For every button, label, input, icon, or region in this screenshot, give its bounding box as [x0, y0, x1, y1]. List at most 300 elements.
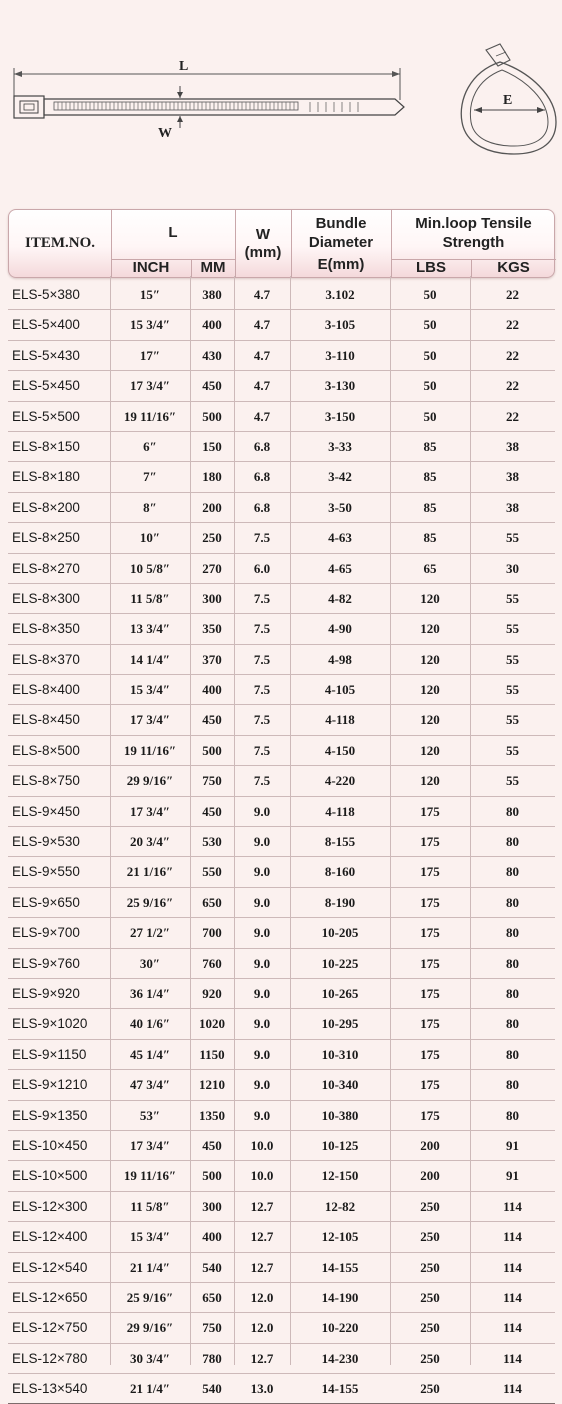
- item-no-cell: ELS-8×350: [12, 621, 80, 637]
- bundle-diameter-cell: 14-190: [321, 1289, 359, 1305]
- mm-cell: 200: [202, 499, 222, 515]
- kgs-cell: 22: [506, 378, 519, 394]
- inch-cell: 11 5/8″: [130, 590, 170, 606]
- width-cell: 9.0: [253, 864, 271, 880]
- mm-cell: 1350: [199, 1107, 225, 1123]
- table-row: [8, 1009, 555, 1039]
- kgs-cell: 55: [506, 712, 519, 728]
- lbs-cell: 50: [423, 317, 437, 333]
- inch-cell: 20 3/4″: [129, 834, 171, 850]
- kgs-cell: 114: [503, 1289, 522, 1305]
- kgs-cell: 38: [506, 438, 519, 454]
- bundle-diameter-cell: 10-380: [321, 1107, 359, 1123]
- item-no-cell: ELS-8×300: [12, 590, 80, 606]
- header-tensile: Min.loop Tensile: [415, 215, 532, 232]
- kgs-cell: 30: [506, 560, 519, 576]
- mm-cell: 500: [202, 742, 222, 758]
- item-no-cell: ELS-9×1210: [12, 1077, 88, 1093]
- inch-cell: 21 1/4″: [129, 1381, 171, 1397]
- inch-cell: 45 1/4″: [129, 1046, 171, 1062]
- inch-cell: 40 1/6″: [129, 1016, 171, 1032]
- bundle-diameter-cell: 12-82: [324, 1198, 356, 1214]
- mm-cell: 150: [202, 438, 222, 454]
- item-no-cell: ELS-8×250: [12, 530, 80, 546]
- width-label: W: [158, 126, 172, 141]
- table-row: [8, 280, 555, 310]
- bundle-diameter-cell: 3-150: [324, 408, 356, 424]
- inch-cell: 13 3/4″: [129, 621, 171, 637]
- table-row: [8, 402, 555, 432]
- inch-cell: 14 1/4″: [129, 651, 171, 667]
- item-no-cell: ELS-8×750: [12, 773, 80, 789]
- mm-cell: 920: [202, 985, 222, 1001]
- lbs-cell: 175: [420, 1016, 440, 1032]
- width-cell: 12.7: [250, 1198, 274, 1214]
- lbs-cell: 175: [420, 1046, 440, 1062]
- table-row: [8, 554, 555, 584]
- lbs-cell: 85: [423, 469, 437, 485]
- width-cell: 4.7: [253, 347, 271, 363]
- bundle-diameter-cell: 4-63: [328, 530, 352, 546]
- item-no-cell: ELS-8×200: [12, 499, 80, 515]
- kgs-cell: 55: [506, 773, 519, 789]
- lbs-cell: 175: [420, 894, 440, 910]
- item-no-cell: ELS-8×400: [12, 682, 80, 698]
- item-no-cell: ELS-8×150: [12, 438, 80, 454]
- width-cell: 9.0: [253, 894, 271, 910]
- kgs-cell: 114: [503, 1229, 522, 1245]
- width-cell: 7.5: [253, 590, 271, 606]
- bundle-diameter-cell: 4-98: [328, 651, 352, 667]
- width-cell: 7.5: [253, 742, 271, 758]
- header-width: W: [255, 226, 271, 243]
- length-label: L: [179, 59, 189, 74]
- width-cell: 7.5: [253, 530, 271, 546]
- width-cell: 12.0: [250, 1320, 274, 1336]
- column-divider: [234, 276, 235, 1365]
- bundle-diameter-cell: 3-50: [328, 499, 352, 515]
- kgs-cell: 80: [506, 925, 519, 941]
- bundle-diameter-cell: 3-130: [324, 378, 356, 394]
- mm-cell: 400: [202, 682, 222, 698]
- kgs-cell: 91: [506, 1168, 519, 1184]
- item-no-cell: ELS-10×450: [12, 1137, 88, 1153]
- item-no-cell: ELS-9×650: [12, 894, 80, 910]
- bundle-diameter-cell: 8-160: [324, 864, 356, 880]
- width-cell: 9.0: [253, 1016, 271, 1032]
- bundle-diameter-cell: 10-220: [321, 1320, 359, 1336]
- lbs-cell: 175: [420, 955, 440, 971]
- mm-cell: 350: [202, 621, 222, 637]
- inch-cell: 29 9/16″: [126, 773, 174, 789]
- lbs-cell: 175: [420, 925, 440, 941]
- kgs-cell: 55: [506, 590, 519, 606]
- mm-cell: 650: [202, 894, 222, 910]
- lbs-cell: 250: [420, 1350, 440, 1366]
- table-row: [8, 1344, 555, 1374]
- lbs-cell: 120: [420, 742, 440, 758]
- lbs-cell: 175: [420, 985, 440, 1001]
- width-cell: 9.0: [253, 834, 271, 850]
- mm-cell: 530: [202, 834, 222, 850]
- bundle-diameter-cell: 10-340: [321, 1077, 359, 1093]
- lbs-cell: 85: [423, 438, 437, 454]
- item-no-cell: ELS-8×370: [12, 651, 80, 667]
- table-row: [8, 797, 555, 827]
- bundle-diameter-cell: 3-105: [324, 317, 356, 333]
- mm-cell: 700: [202, 925, 222, 941]
- bundle-diameter-cell: 3-42: [328, 469, 352, 485]
- mm-cell: 400: [202, 317, 222, 333]
- width-cell: 12.7: [250, 1350, 274, 1366]
- width-cell: 9.0: [253, 955, 271, 971]
- lbs-cell: 120: [420, 773, 440, 789]
- inch-cell: 30 3/4″: [129, 1350, 171, 1366]
- inch-cell: 47 3/4″: [129, 1077, 171, 1093]
- width-cell: 9.0: [253, 925, 271, 941]
- inch-cell: 11 5/8″: [130, 1198, 170, 1214]
- column-divider: [190, 276, 191, 1365]
- table-row: [8, 341, 555, 371]
- mm-cell: 400: [202, 1229, 222, 1245]
- lbs-cell: 50: [423, 347, 437, 363]
- inch-cell: 19 11/16″: [123, 1168, 177, 1184]
- cable-tie-diagram: [0, 0, 562, 200]
- item-no-cell: ELS-12×540: [12, 1259, 88, 1275]
- kgs-cell: 55: [506, 682, 519, 698]
- inch-cell: 7″: [143, 469, 157, 485]
- lbs-cell: 85: [423, 499, 437, 515]
- bundle-diameter-cell: 10-265: [321, 985, 359, 1001]
- table-row: [8, 918, 555, 948]
- item-no-cell: ELS-12×780: [12, 1350, 88, 1366]
- bundle-diameter-cell: 14-230: [321, 1350, 359, 1366]
- lbs-cell: 200: [420, 1168, 440, 1184]
- table-body: [8, 280, 555, 1404]
- inch-cell: 15 3/4″: [129, 1229, 171, 1245]
- width-cell: 7.5: [253, 621, 271, 637]
- table-row: [8, 432, 555, 462]
- mm-cell: 450: [202, 378, 222, 394]
- bundle-diameter-cell: 12-150: [321, 1168, 359, 1184]
- table-row: [8, 979, 555, 1009]
- table-row: [8, 1283, 555, 1313]
- kgs-cell: 91: [506, 1137, 519, 1153]
- item-no-cell: ELS-9×700: [12, 925, 80, 941]
- bundle-diameter-cell: 4-90: [328, 621, 352, 637]
- bundle-diameter-cell: 4-220: [324, 773, 356, 789]
- item-no-cell: ELS-9×1350: [12, 1107, 88, 1123]
- mm-cell: 270: [202, 560, 222, 576]
- item-no-cell: ELS-5×430: [12, 347, 80, 363]
- kgs-cell: 114: [503, 1198, 522, 1214]
- inch-cell: 15″: [139, 287, 161, 302]
- kgs-cell: 80: [506, 864, 519, 880]
- lbs-cell: 175: [420, 834, 440, 850]
- item-no-cell: ELS-9×1150: [12, 1046, 87, 1062]
- bundle-diameter-cell: 10-295: [321, 1016, 359, 1032]
- item-no-cell: ELS-5×500: [12, 408, 80, 424]
- lbs-cell: 250: [420, 1381, 440, 1397]
- width-cell: 7.5: [253, 712, 271, 728]
- bundle-diameter-cell: 4-118: [325, 803, 355, 819]
- table-row: [8, 1222, 555, 1252]
- lbs-cell: 120: [420, 712, 440, 728]
- table-row: [8, 675, 555, 705]
- table-row: [8, 645, 555, 675]
- bundle-diameter-cell: 4-82: [328, 590, 352, 606]
- bundle-diameter-cell: 4-150: [324, 742, 356, 758]
- lbs-cell: 120: [420, 621, 440, 637]
- mm-cell: 450: [202, 803, 222, 819]
- inch-cell: 21 1/16″: [126, 864, 174, 880]
- width-cell: 9.0: [253, 1107, 271, 1123]
- header-diameter-unit: E(mm): [317, 256, 365, 273]
- lbs-cell: 175: [420, 803, 440, 819]
- table-row: [8, 523, 555, 553]
- kgs-cell: 80: [506, 1016, 519, 1032]
- kgs-cell: 55: [506, 742, 519, 758]
- inch-cell: 25 9/16″: [126, 1289, 174, 1305]
- kgs-cell: 80: [506, 1046, 519, 1062]
- mm-cell: 1020: [199, 1016, 225, 1032]
- mm-cell: 450: [202, 1137, 222, 1153]
- inch-cell: 53″: [139, 1107, 161, 1123]
- item-no-cell: ELS-10×500: [12, 1168, 88, 1184]
- bundle-diameter-cell: 8-155: [324, 834, 356, 850]
- table-row: [8, 1313, 555, 1343]
- table-row: [8, 827, 555, 857]
- kgs-cell: 80: [506, 985, 519, 1001]
- mm-cell: 540: [202, 1259, 222, 1275]
- table-row: [8, 766, 555, 796]
- width-cell: 6.8: [253, 469, 271, 485]
- item-no-cell: ELS-9×760: [12, 955, 80, 971]
- table-row: [8, 371, 555, 401]
- kgs-cell: 22: [506, 347, 519, 363]
- lbs-cell: 250: [420, 1289, 440, 1305]
- inch-cell: 21 1/4″: [129, 1259, 171, 1275]
- inch-cell: 29 9/16″: [126, 1320, 174, 1336]
- item-no-cell: ELS-5×450: [12, 378, 80, 394]
- lbs-cell: 200: [420, 1137, 440, 1153]
- mm-cell: 300: [202, 590, 222, 606]
- header-strength: Strength: [442, 234, 505, 251]
- width-cell: 7.5: [253, 773, 271, 789]
- width-cell: 4.7: [253, 287, 271, 302]
- mm-cell: 550: [202, 864, 222, 880]
- header-item-no: ITEM.NO.: [24, 235, 95, 251]
- cable-tie-drawing: [0, 0, 562, 200]
- bundle-diameter-cell: 4-118: [325, 712, 355, 728]
- width-cell: 4.7: [253, 317, 271, 333]
- width-cell: 7.5: [253, 651, 271, 667]
- inch-cell: 6″: [143, 438, 157, 454]
- inch-cell: 17 3/4″: [129, 1137, 171, 1153]
- kgs-cell: 38: [506, 499, 519, 515]
- kgs-cell: 80: [506, 1107, 519, 1123]
- mm-cell: 380: [202, 287, 222, 302]
- table-row: [8, 1161, 555, 1191]
- kgs-cell: 80: [506, 894, 519, 910]
- inch-cell: 15 3/4″: [129, 682, 171, 698]
- kgs-cell: 80: [506, 1077, 519, 1093]
- header-kgs: KGS: [497, 259, 530, 276]
- mm-cell: 760: [202, 955, 222, 971]
- column-divider: [290, 276, 291, 1365]
- width-cell: 4.7: [253, 378, 271, 394]
- width-cell: 13.0: [250, 1381, 274, 1397]
- kgs-cell: 55: [506, 530, 519, 546]
- bundle-diameter-cell: 12-105: [321, 1229, 359, 1245]
- inch-cell: 36 1/4″: [129, 985, 171, 1001]
- width-cell: 6.0: [253, 560, 271, 576]
- item-no-cell: ELS-12×750: [12, 1320, 88, 1336]
- column-divider: [110, 276, 111, 1365]
- lbs-cell: 50: [423, 378, 437, 394]
- column-divider: [390, 276, 391, 1365]
- item-no-cell: ELS-9×920: [12, 985, 80, 1001]
- table-row: [8, 310, 555, 340]
- inch-cell: 27 1/2″: [129, 925, 171, 941]
- item-no-cell: ELS-8×270: [12, 560, 80, 576]
- inch-cell: 17 3/4″: [129, 803, 171, 819]
- width-cell: 9.0: [253, 1077, 271, 1093]
- kgs-cell: 80: [506, 803, 519, 819]
- mm-cell: 250: [202, 530, 222, 546]
- item-no-cell: ELS-9×450: [12, 803, 80, 819]
- diameter-label: E: [503, 93, 513, 108]
- table-row: [8, 584, 555, 614]
- bundle-diameter-cell: 10-125: [321, 1137, 359, 1153]
- specification-table: [8, 209, 555, 1404]
- mm-cell: 500: [202, 408, 222, 424]
- table-row: [8, 1374, 555, 1404]
- kgs-cell: 38: [506, 469, 519, 485]
- table-row: [8, 1040, 555, 1070]
- inch-cell: 30″: [139, 955, 161, 971]
- lbs-cell: 250: [420, 1229, 440, 1245]
- width-cell: 6.8: [253, 438, 271, 454]
- table-row: [8, 462, 555, 492]
- table-row: [8, 1131, 555, 1161]
- table-row: [8, 888, 555, 918]
- item-no-cell: ELS-8×500: [12, 742, 80, 758]
- inch-cell: 25 9/16″: [126, 894, 174, 910]
- inch-cell: 10″: [139, 530, 161, 546]
- header-mm: MM: [200, 259, 226, 276]
- lbs-cell: 250: [420, 1198, 440, 1214]
- width-cell: 12.7: [250, 1259, 274, 1275]
- table-row: [8, 705, 555, 735]
- bundle-diameter-cell: 3-33: [328, 438, 352, 454]
- inch-cell: 17 3/4″: [129, 712, 171, 728]
- table-row: [8, 614, 555, 644]
- kgs-cell: 22: [506, 408, 519, 424]
- bundle-diameter-cell: 14-155: [321, 1381, 359, 1397]
- bundle-diameter-cell: 14-155: [321, 1259, 359, 1275]
- item-no-cell: ELS-9×1020: [12, 1016, 88, 1032]
- mm-cell: 540: [202, 1381, 222, 1397]
- table-row: [8, 1101, 555, 1131]
- inch-cell: 10 5/8″: [129, 560, 171, 576]
- lbs-cell: 85: [423, 530, 437, 546]
- bundle-diameter-cell: 10-310: [321, 1046, 359, 1062]
- mm-cell: 780: [202, 1350, 222, 1366]
- header-width-unit: (mm): [244, 244, 282, 261]
- lbs-cell: 175: [420, 864, 440, 880]
- width-cell: 12.0: [250, 1289, 274, 1305]
- width-cell: 6.8: [253, 499, 271, 515]
- lbs-cell: 250: [420, 1320, 440, 1336]
- bundle-diameter-cell: 8-190: [324, 894, 356, 910]
- width-cell: 9.0: [253, 985, 271, 1001]
- mm-cell: 430: [202, 347, 222, 363]
- width-cell: 9.0: [253, 803, 271, 819]
- width-cell: 12.7: [250, 1229, 274, 1245]
- item-no-cell: ELS-5×400: [12, 317, 80, 333]
- width-cell: 10.0: [250, 1137, 274, 1153]
- lbs-cell: 120: [420, 682, 440, 698]
- item-no-cell: ELS-12×650: [12, 1289, 88, 1305]
- header-lbs: LBS: [416, 259, 446, 276]
- lbs-cell: 120: [420, 651, 440, 667]
- item-no-cell: ELS-5×380: [12, 287, 80, 302]
- inch-cell: 17″: [139, 347, 161, 363]
- inch-cell: 15 3/4″: [129, 317, 171, 333]
- header-length: L: [168, 224, 178, 241]
- kgs-cell: 114: [503, 1320, 522, 1336]
- mm-cell: 650: [202, 1289, 222, 1305]
- mm-cell: 1210: [199, 1077, 225, 1093]
- kgs-cell: 22: [506, 287, 519, 302]
- item-no-cell: ELS-13×540: [12, 1381, 88, 1397]
- header-inch: INCH: [132, 259, 170, 276]
- inch-cell: 19 11/16″: [123, 742, 177, 758]
- mm-cell: 370: [202, 651, 222, 667]
- table-row: [8, 857, 555, 887]
- table-row: [8, 736, 555, 766]
- header-diameter: Diameter: [308, 234, 374, 251]
- lbs-cell: 50: [423, 408, 437, 424]
- bundle-diameter-cell: 3.102: [325, 287, 355, 302]
- kgs-cell: 55: [506, 621, 519, 637]
- table-header: [8, 209, 555, 278]
- width-cell: 10.0: [250, 1168, 274, 1184]
- kgs-cell: 114: [503, 1259, 522, 1275]
- table-row: [8, 949, 555, 979]
- item-no-cell: ELS-8×450: [12, 712, 80, 728]
- bundle-diameter-cell: 4-65: [328, 560, 352, 576]
- kgs-cell: 80: [506, 955, 519, 971]
- inch-cell: 19 11/16″: [123, 408, 177, 424]
- item-no-cell: ELS-8×180: [12, 469, 80, 485]
- mm-cell: 300: [202, 1198, 222, 1214]
- mm-cell: 500: [202, 1168, 222, 1184]
- kgs-cell: 114: [503, 1381, 522, 1397]
- mm-cell: 450: [202, 712, 222, 728]
- inch-cell: 17 3/4″: [129, 378, 171, 394]
- kgs-cell: 55: [506, 651, 519, 667]
- mm-cell: 1150: [199, 1046, 225, 1062]
- header-bundle: Bundle: [315, 215, 367, 232]
- mm-cell: 180: [202, 469, 222, 485]
- kgs-cell: 114: [503, 1350, 522, 1366]
- bundle-diameter-cell: 4-105: [324, 682, 356, 698]
- item-no-cell: ELS-12×400: [12, 1229, 88, 1245]
- width-cell: 4.7: [253, 408, 271, 424]
- lbs-cell: 120: [420, 590, 440, 606]
